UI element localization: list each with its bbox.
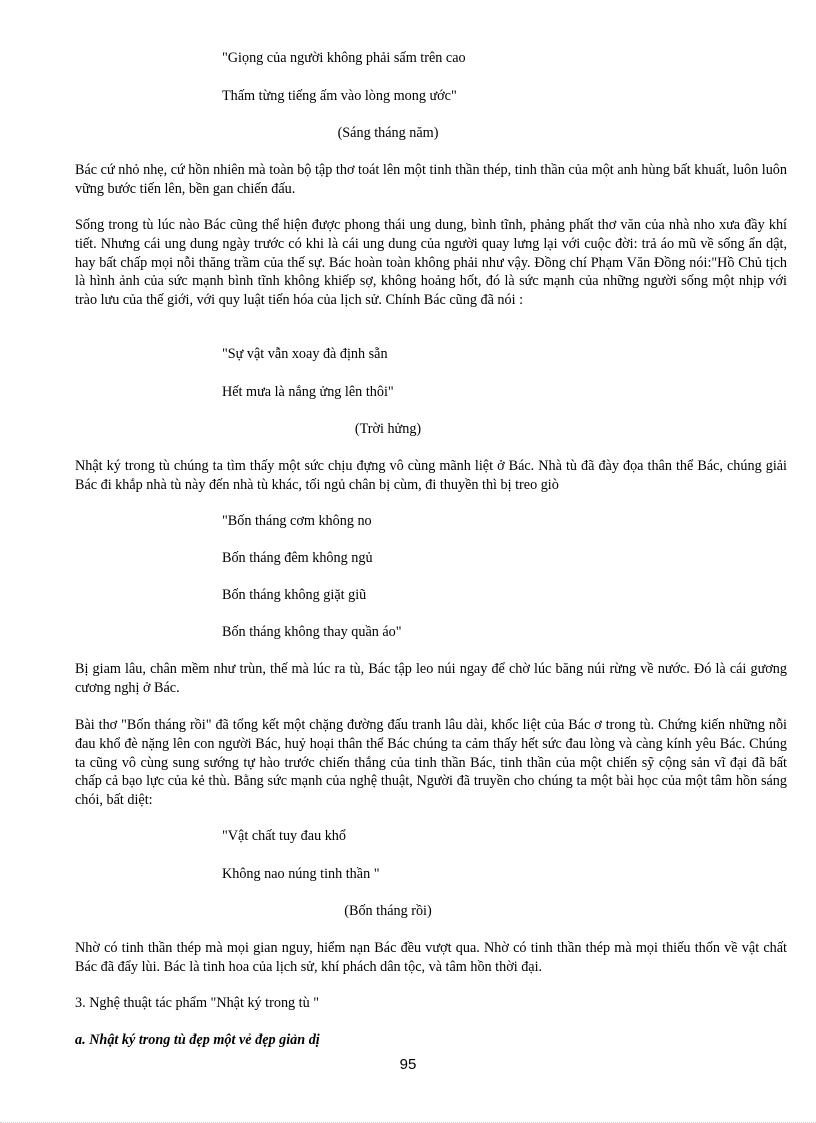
paragraph [75,716,787,810]
verse-line: Hết mưa là nắng ửng lên thôi" [222,384,394,400]
verse-source [0,420,816,439]
paragraph-text: Nhật ký trong tù chúng ta tìm thấy một sức chịu đựng vô cùng mãnh liệt ở Bác. Nhà tù đã đày đọa thân thể Bác, chúng giải Bác đi khắp nhà tù này đến nhà tù khác, tối ngủ chân bị cùm, đi thuyền thì bị treo giò [75,458,787,493]
paragraph-text: Nhờ có tinh thần thép mà mọi gian nguy, hiểm nạn Bác đều vượt qua. Nhờ có tinh thần thép mà mọi thiếu thốn về vật chất Bác đã đẩy lùi. Bác là tinh hoa của lịch sử, khí phách dân tộc, và tâm hồn thời đại. [75,940,787,975]
paragraph [75,457,787,495]
verse-source-text: (Trời hửng) [354,421,422,437]
verse-line: "Sự vật vẫn xoay đà định sẵn [222,346,388,362]
verse-line: "Vật chất tuy đau khổ [222,828,346,844]
paragraph [75,939,787,977]
verse-line: Bốn tháng không giặt giũ [222,587,367,603]
verse-source [0,124,816,143]
paragraph-text: Bác cứ nhỏ nhẹ, cứ hồn nhiên mà toàn bộ tập thơ toát lên một tinh thần thép, tinh thần của một anh hùng bất khuất, luôn luôn vững bước tiến lên, bền gan chiến đấu. [75,162,787,197]
verse-line: "Giọng của người không phải sấm trên cao [222,50,466,66]
paragraph-text: Bị giam lâu, chân mềm như trùn, thế mà lúc ra tù, Bác tập leo núi ngay để chờ lúc băng núi rừng về nước. Đó là cái gương cương nghị ở Bác. [75,661,787,696]
paragraph [75,660,787,698]
paragraph [75,216,787,310]
verse-source [0,902,816,921]
verse-line: Bốn tháng đêm không ngủ [222,550,373,566]
verse-line: "Bốn tháng cơm không no [222,513,372,529]
paragraph-text: Bài thơ "Bốn tháng rồi" đã tổng kết một chặng đường đấu tranh lâu dài, khốc liệt của Bác ơ trong tù. Chứng kiến những nỗi đau khổ đè nặng lên con người Bác, huỷ hoại thân thể Bác chúng ta cảm thấy hết sức đau lòng và càng kính yêu Bác. Chúng ta cũng vô cùng sung sướng tự hào trước chiến thắng của tinh thần Bác, tinh thần của một chiến sỹ cộng sản vĩ đại đã bất chấp cả bạo lực của kẻ thù. Bằng sức mạnh của nghệ thuật, Người đã truyền cho chúng ta một bài học của một tâm hồn sáng chói, bất diệt: [75,717,787,809]
verse-line: Không nao núng tinh thần " [222,866,380,882]
verse-line: Bốn tháng không thay quần áo" [222,624,402,640]
verse-source-text: (Bốn tháng rồi) [344,903,432,919]
verse-line: Thấm từng tiếng ấm vào lòng mong ước" [222,88,457,104]
paragraph-text: Sống trong tù lúc nào Bác cũng thể hiện được phong thái ung dung, bình tĩnh, phảng phất thơ văn của nhà nho xưa đầy khí tiết. Nhưng cái ung dung ngày trước có khi là cái ung dung của người quay lưng lại với cuộc đời: trả áo mũ về sống ẩn dật, hay bất chấp mọi nỗi thăng trầm của thế sự. Bác hoàn toàn không phải như vậy. Đồng chí Phạm Văn Đồng nói:"Hồ Chủ tịch là hình ảnh của sức mạnh bình tĩnh không khiếp sợ, không hoảng hốt, đó là sức mạnh của những người sống một nhịp với trào lưu của thế giới, với quy luật tiến hóa của lịch sử. Chính Bác cũng đã nói : [75,217,787,309]
section-heading: 3. Nghệ thuật tác phẩm "Nhật ký trong tù " [75,995,320,1011]
paragraph [75,161,787,199]
verse-source-text: (Sáng tháng năm) [337,125,439,141]
sub-heading: a. Nhật ký trong tù đẹp một vẻ đẹp giản dị [75,1032,320,1048]
page-number: 95 [399,1056,417,1073]
